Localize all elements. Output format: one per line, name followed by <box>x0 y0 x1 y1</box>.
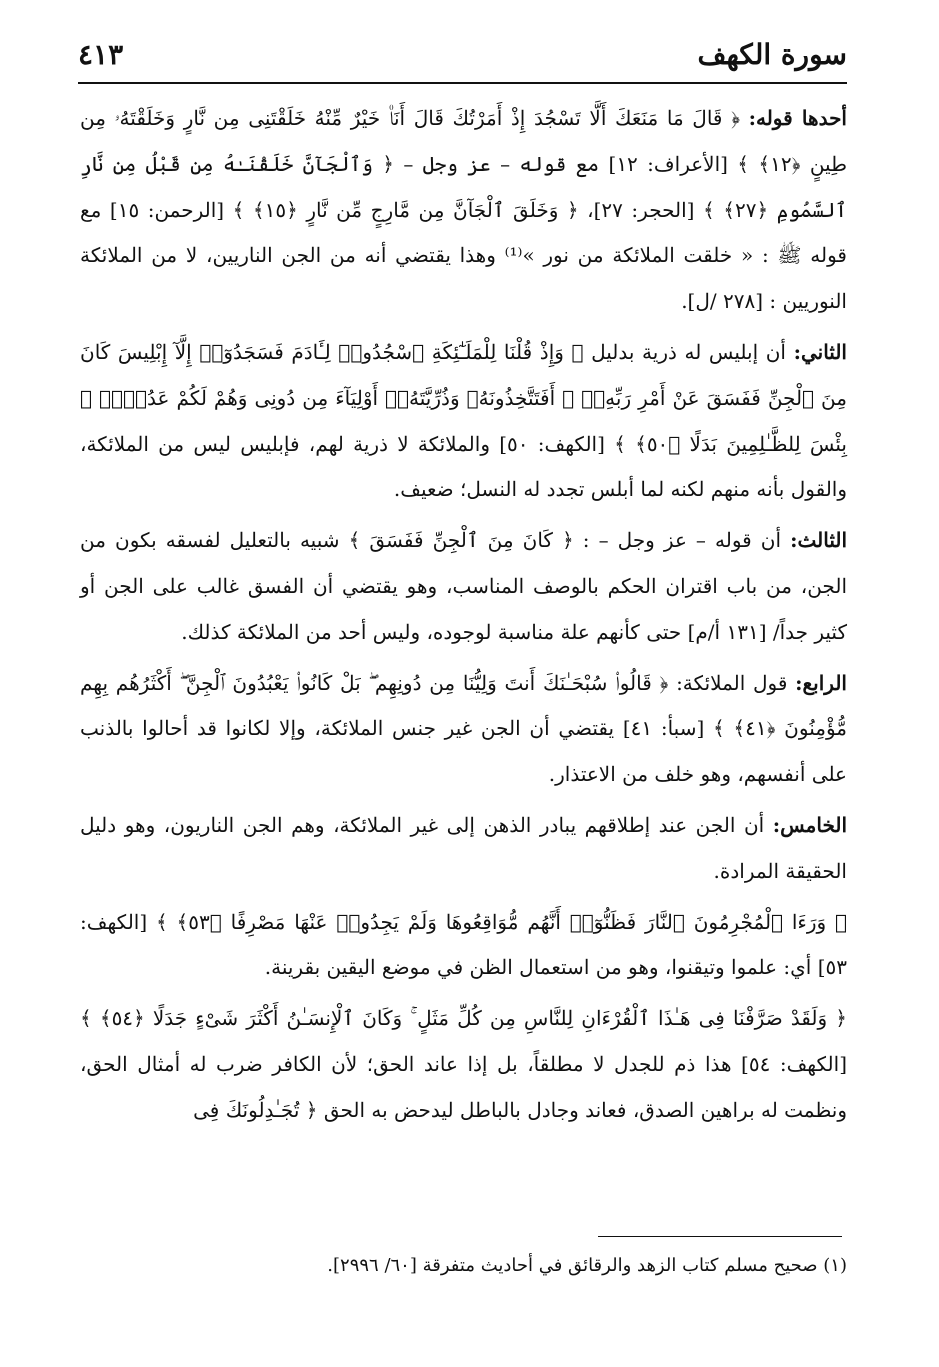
paragraph-text: أن إبليس له ذرية بدليل ﴿ وَإِذْ قُلْنَا لِلْمَلَـٰٓئِكَةِ ٱسْجُدُوا۟ لِـَٔادَمَ فَسَجَدُوٓا۟ إِلَّآ إِبْلِيسَ كَانَ مِنَ ٱلْجِنِّ فَفَسَقَ عَنْ أَمْرِ رَبِّهِۦٓ ۗ أَفَتَتَّخِذُونَهُۥ وَذُرِّيَّتَهُۥٓ أَوْلِيَآءَ مِن دُونِى وَهُمْ لَكُمْ عَدُوٌّۢ ۚ بِئْسَ لِلظَّـٰلِمِينَ بَدَلًا ﴿٥٠﴾ ﴾ [الكهف: ٥٠] والملائكة لا ذرية لهم، فإبليس ليس من الملائكة، والقول بأنه منهم لكنه لما أبلس تجدد له النسل؛ ضعيف. <box>80 339 847 502</box>
main-text <box>80 96 847 1139</box>
page-number: ٤١٣ <box>78 38 124 71</box>
paragraph-text: قول الملائكة: ﴿ قَالُوا۟ سُبْحَـٰنَكَ أَنتَ وَلِيُّنَا مِن دُونِهِم ۖ بَلْ كَانُوا۟ يَعْبُدُونَ ٱلْجِنَّ ۖ أَكْثَرُهُم بِهِم مُّؤْمِنُونَ ﴿٤١﴾ ﴾ [سبأ: ٤١] يقتضي أن الجن غير جنس الملائكة، وإلا لكانوا قد أحالوا بالذنب على أنفسهم، وهو خلف من الاعتذار. <box>80 670 847 787</box>
paragraph-3 <box>80 518 847 655</box>
paragraph-text: أن قوله – عز وجل – : ﴿ كَانَ مِنَ ٱلْجِنِّ فَفَسَقَ ﴾ شبيه بالتعليل لفسقه بكون من الجن، من باب اقتران الحكم بالوصف المناسب، وهو يقتضي أن الفسق غالب على الجن أو كثير جداً/ [١٣١ أ/م] حتى كأنهم علة مناسبة لوجوده، وليس أحد من الملائكة كذلك. <box>80 528 847 644</box>
paragraph-text: ﴿ وَلَقَدْ صَرَّفْنَا فِى هَـٰذَا ٱلْقُرْءَانِ لِلنَّاسِ مِن كُلِّ مَثَلٍ ۚ وَكَانَ ٱلْإِنسَـٰنُ أَكْثَرَ شَىْءٍ جَدَلًا ﴿٥٤﴾ ﴾ [الكهف: ٥٤] هذا ذم للجدل لا مطلقاً، بل إذا عاند الحق؛ لأن الكافر ضرب له أمثال الحق، ونظمت له براهين الصدق، فعاند وجادل بالباطل ليدحض به الحق ﴿ تُجَـٰدِلُونَكَ فِى <box>80 1006 848 1122</box>
paragraph-5 <box>80 803 847 895</box>
paragraph-lead: الثالث: <box>790 528 848 553</box>
running-header <box>78 32 847 84</box>
paragraph-lead: أحدها قوله: <box>748 106 847 130</box>
footnote: (١) صحيح مسلم كتاب الزهد والرقائق في أحاديث متفرقة [٦٠/ ٢٩٩٦]. <box>327 1255 847 1276</box>
paragraph-2 <box>80 330 847 513</box>
paragraph-lead: الثاني: <box>793 339 847 364</box>
paragraph-lead: الخامس: <box>772 812 848 837</box>
paragraph-6 <box>80 900 847 992</box>
footnote-divider <box>598 1236 842 1237</box>
paragraph-1 <box>80 96 847 325</box>
paragraph-text: ﴿ قَالَ مَا مَنَعَكَ أَلَّا تَسْجُدَ إِذْ أَمَرْتُكَ قَالَ أَنَا۠ خَيْرٌ مِّنْهُ خَلَقْتَنِى مِن نَّارٍ وَخَلَقْتَهُۥ مِن طِينٍ ﴿١٢﴾ ﴾ [الأعراف: ١٢] مع قوله – عز وجل – ﴿ وَٱلْجَآنَّ خَلَقْنَـٰهُ مِن قَبْلُ مِن نَّارِ ٱلسَّمُومِ ﴿٢٧﴾ ﴾ [الحجر: ٢٧]، ﴿ وَخَلَقَ ٱلْجَآنَّ مِن مَّارِجٍ مِّن نَّارٍ ﴿١٥﴾ ﴾ [الرحمن: ١٥] مع قوله ﷺ : « خلقت الملائكة من نور »⁽¹⁾ وهذا يقتضي أنه من الجن الناريين، لا من الملائكة النوريين : [٢٧٨ /ل]. <box>80 106 848 314</box>
paragraph-lead: الرابع: <box>795 670 847 695</box>
paragraph-text: ﴿ وَرَءَا ٱلْمُجْرِمُونَ ٱلنَّارَ فَظَنُّوٓا۟ أَنَّهُم مُّوَاقِعُوهَا وَلَمْ يَجِدُوا۟ عَنْهَا مَصْرِفًا ﴿٥٣﴾ ﴾ [الكهف: ٥٣] أي: علموا وتيقنوا، وهو من استعمال الظن في موضع اليقين بقرينة. <box>80 909 847 980</box>
paragraph-7 <box>80 996 847 1133</box>
paragraph-4 <box>80 661 847 798</box>
surah-title: سورة الكهف <box>697 38 847 71</box>
paragraph-text: أن الجن عند إطلاقهم يبادر الذهن إلى غير الملائكة، وهم الجن الناريون، وهو دليل الحقيقة المرادة. <box>80 812 847 883</box>
